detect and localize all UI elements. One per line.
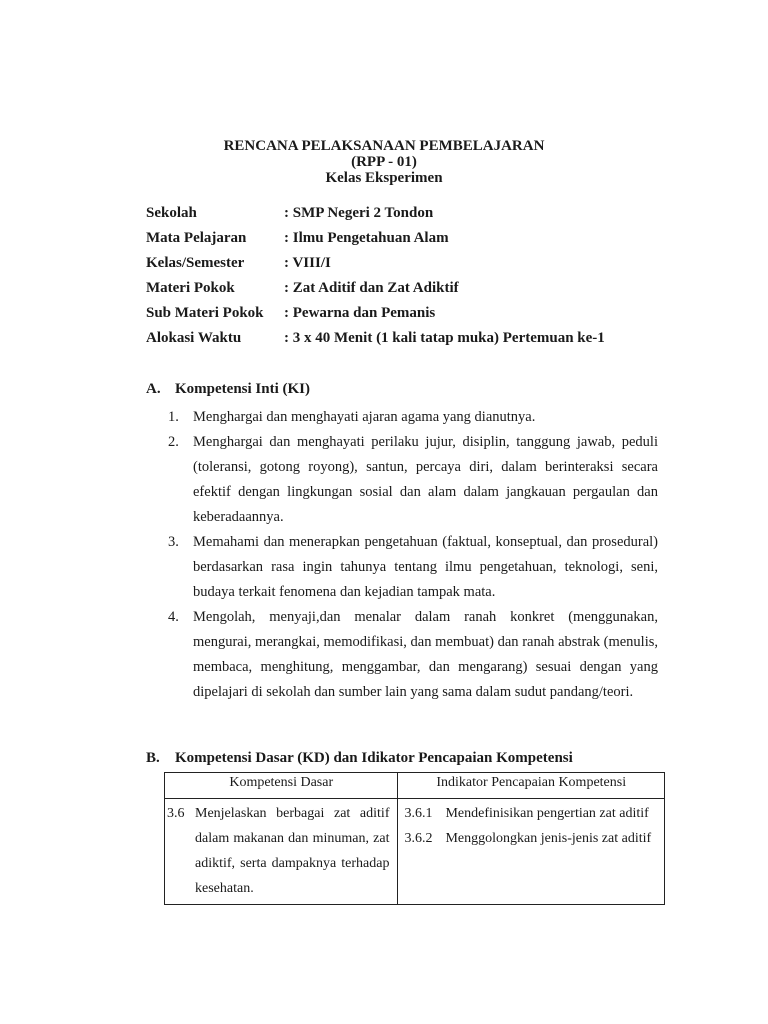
section-b-heading (146, 748, 573, 768)
list-item (168, 530, 658, 605)
meta-key: Materi Pokok (146, 280, 235, 296)
kd-text: Menjelaskan berbagai zat aditif dalam makanan dan minuman, zat adiktif, serta dampaknya terhadap kesehatan. (195, 806, 390, 896)
indicator-item (398, 801, 664, 826)
core-competency-list (168, 405, 658, 705)
section-letter: A. (146, 381, 161, 397)
meta-row-sub-material (146, 303, 605, 328)
section-letter: B. (146, 750, 160, 766)
kd-code: 3.6 (167, 806, 185, 821)
meta-row-school (146, 203, 605, 228)
meta-key: Sekolah (146, 205, 197, 221)
meta-value: : 3 x 40 Menit (1 kali tatap muka) Pertemuan ke-1 (284, 330, 605, 346)
section-title: Kompetensi Inti (KI) (175, 381, 310, 397)
document-title (0, 138, 768, 186)
indicator-cell (398, 799, 665, 905)
indicator-text: Mendefinisikan pengertian zat aditif (445, 806, 649, 821)
meta-key: Sub Materi Pokok (146, 305, 264, 321)
kd-cell (165, 799, 398, 905)
list-text: Menghargai dan menghayati ajaran agama yang dianutnya. (193, 409, 536, 425)
meta-row-class-semester (146, 253, 605, 278)
meta-row-subject (146, 228, 605, 253)
indicator-text: Menggolongkan jenis-jenis zat aditif (445, 831, 652, 846)
identity-block (146, 203, 605, 353)
meta-key: Alokasi Waktu (146, 330, 242, 346)
table-row (165, 799, 665, 905)
meta-key: Kelas/Semester (146, 255, 245, 271)
indicator-code: 3.6.1 (404, 806, 433, 821)
list-item (168, 405, 658, 430)
meta-value: : VIII/I (284, 255, 331, 271)
title-line-1: RENCANA PELAKSANAAN PEMBELAJARAN (223, 138, 545, 154)
meta-value: : Zat Aditif dan Zat Adiktif (284, 280, 459, 296)
table-header-indicator: Indikator Pencapaian Kompetensi (398, 773, 665, 799)
table-header-row (165, 773, 665, 799)
table-header-kd: Kompetensi Dasar (165, 773, 398, 799)
list-text: Memahami dan menerapkan pengetahuan (faktual, konseptual, dan prosedural) berdasarkan rasa ingin tahunya tentang ilmu pengetahuan, teknologi, seni, budaya terkait fenomena dan kejadian tampak mata. (193, 534, 658, 600)
list-item (168, 605, 658, 705)
list-item (168, 430, 658, 530)
title-line-3: Kelas Eksperimen (325, 170, 443, 186)
list-number: 3. (168, 534, 179, 550)
list-text: Menghargai dan menghayati perilaku jujur, disiplin, tanggung jawab, peduli (toleransi, gotong royong), santun, percaya diri, dalam berinteraksi secara efektif dengan lingkungan sosial dan alam dalam jangkauan pergaulan dan keberadaannya. (193, 434, 658, 525)
title-line-2: (RPP - 01) (351, 154, 417, 170)
list-number: 1. (168, 409, 179, 425)
meta-value: : Ilmu Pengetahuan Alam (284, 230, 449, 246)
meta-value: : Pewarna dan Pemanis (284, 305, 436, 321)
competency-table (164, 772, 665, 905)
indicator-item (398, 826, 664, 851)
section-a-heading (146, 379, 310, 399)
list-number: 4. (168, 609, 179, 625)
indicator-code: 3.6.2 (404, 831, 433, 846)
list-number: 2. (168, 434, 179, 450)
meta-value: : SMP Negeri 2 Tondon (284, 205, 434, 221)
section-title: Kompetensi Dasar (KD) dan Idikator Pencapaian Kompetensi (175, 750, 573, 766)
meta-row-main-material (146, 278, 605, 303)
meta-row-time-allocation (146, 328, 605, 353)
list-text: Mengolah, menyaji,dan menalar dalam ranah konkret (menggunakan, mengurai, merangkai, memodifikasi, dan membuat) dan ranah abstrak (menulis, membaca, menghitung, menggambar, dan mengarang) sesuai dengan yang dipelajari di sekolah dan sumber lain yang sama dalam sudut pandang/teori. (193, 609, 658, 700)
meta-key: Mata Pelajaran (146, 230, 247, 246)
